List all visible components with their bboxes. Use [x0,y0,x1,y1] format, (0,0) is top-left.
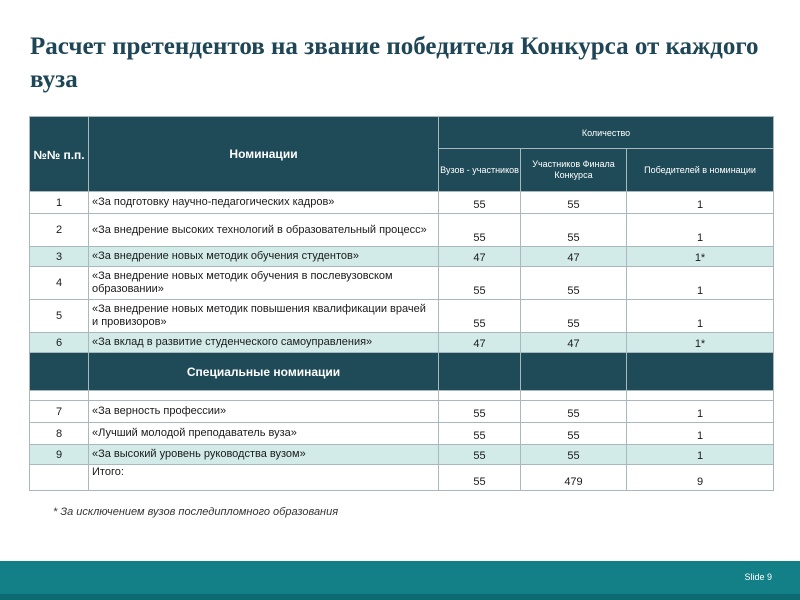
row-number: 2 [30,214,89,247]
row-winners: 1* [627,333,774,353]
row-universities: 55 [439,192,521,214]
special-blank-cell [30,353,89,391]
row-winners: 1 [627,423,774,445]
row-universities: 55 [439,445,521,465]
row-nomination: «За внедрение новых методик повышения квалификации врачей и провизоров» [89,300,439,333]
row-winners: 1 [627,214,774,247]
row-nomination: «За высокий уровень руководства вузом» [89,445,439,465]
row-universities: 55 [439,267,521,300]
special-blank-cell [627,353,774,391]
row-nomination: «За внедрение высоких технологий в образовательный процесс» [89,214,439,247]
table-row [30,423,774,445]
header-quantity: Количество [439,117,774,149]
nominations-table [29,116,774,491]
row-number: 1 [30,192,89,214]
total-row [30,465,774,491]
table-row [30,300,774,333]
header-finalists: Участников Финала Конкурса [521,149,627,192]
row-winners: 1 [627,267,774,300]
header-winners: Победителей в номинации [627,149,774,192]
spacer-cell [89,391,439,401]
row-universities: 55 [439,214,521,247]
row-finalists: 55 [521,267,627,300]
row-finalists: 55 [521,401,627,423]
total-universities: 55 [439,465,521,491]
table-row [30,401,774,423]
spacer-cell [30,391,89,401]
special-blank-cell [521,353,627,391]
row-number: 5 [30,300,89,333]
row-winners: 1 [627,445,774,465]
row-finalists: 55 [521,214,627,247]
total-finalists: 479 [521,465,627,491]
header-nominations: Номинации [89,117,439,192]
row-universities: 47 [439,247,521,267]
row-winners: 1 [627,401,774,423]
table-row [30,247,774,267]
slide-title: Расчет претендентов на звание победителя Конкурса от каждого вуза [30,33,759,93]
table-row [30,192,774,214]
row-number: 7 [30,401,89,423]
table-row [30,333,774,353]
row-nomination: «За внедрение новых методик обучения в послевузовском образовании» [89,267,439,300]
row-finalists: 47 [521,333,627,353]
table-row [30,214,774,247]
row-nomination: «За подготовку научно-педагогических кадров» [89,192,439,214]
row-finalists: 55 [521,192,627,214]
row-nomination: «За верность профессии» [89,401,439,423]
row-finalists: 55 [521,423,627,445]
row-nomination: «Лучший молодой преподаватель вуза» [89,423,439,445]
special-nominations-row [30,353,774,391]
footnote: * За исключением вузов последипломного образования [53,506,339,518]
row-winners: 1 [627,192,774,214]
row-universities: 55 [439,423,521,445]
slide-number: Slide 9 [744,572,772,582]
spacer-cell [521,391,627,401]
spacer-cell [439,391,521,401]
header-universities: Вузов - участников [439,149,521,192]
row-number: 4 [30,267,89,300]
row-number: 6 [30,333,89,353]
table-row [30,267,774,300]
table-row [30,445,774,465]
special-nominations-label: Специальные номинации [89,353,439,391]
footer-bar [0,561,800,594]
row-winners: 1* [627,247,774,267]
row-winners: 1 [627,300,774,333]
total-winners: 9 [627,465,774,491]
row-number: 8 [30,423,89,445]
spacer-cell [627,391,774,401]
row-nomination: «За внедрение новых методик обучения студентов» [89,247,439,267]
row-universities: 47 [439,333,521,353]
header-number: №№ п.п. [30,117,89,192]
spacer-row [30,391,774,401]
row-finalists: 55 [521,300,627,333]
row-finalists: 55 [521,445,627,465]
total-empty [30,465,89,491]
footer-line [0,594,800,600]
row-nomination: «За вклад в развитие студенческого самоуправления» [89,333,439,353]
special-blank-cell [439,353,521,391]
row-universities: 55 [439,300,521,333]
row-universities: 55 [439,401,521,423]
row-number: 3 [30,247,89,267]
row-number: 9 [30,445,89,465]
row-finalists: 47 [521,247,627,267]
total-label: Итого: [89,465,439,491]
